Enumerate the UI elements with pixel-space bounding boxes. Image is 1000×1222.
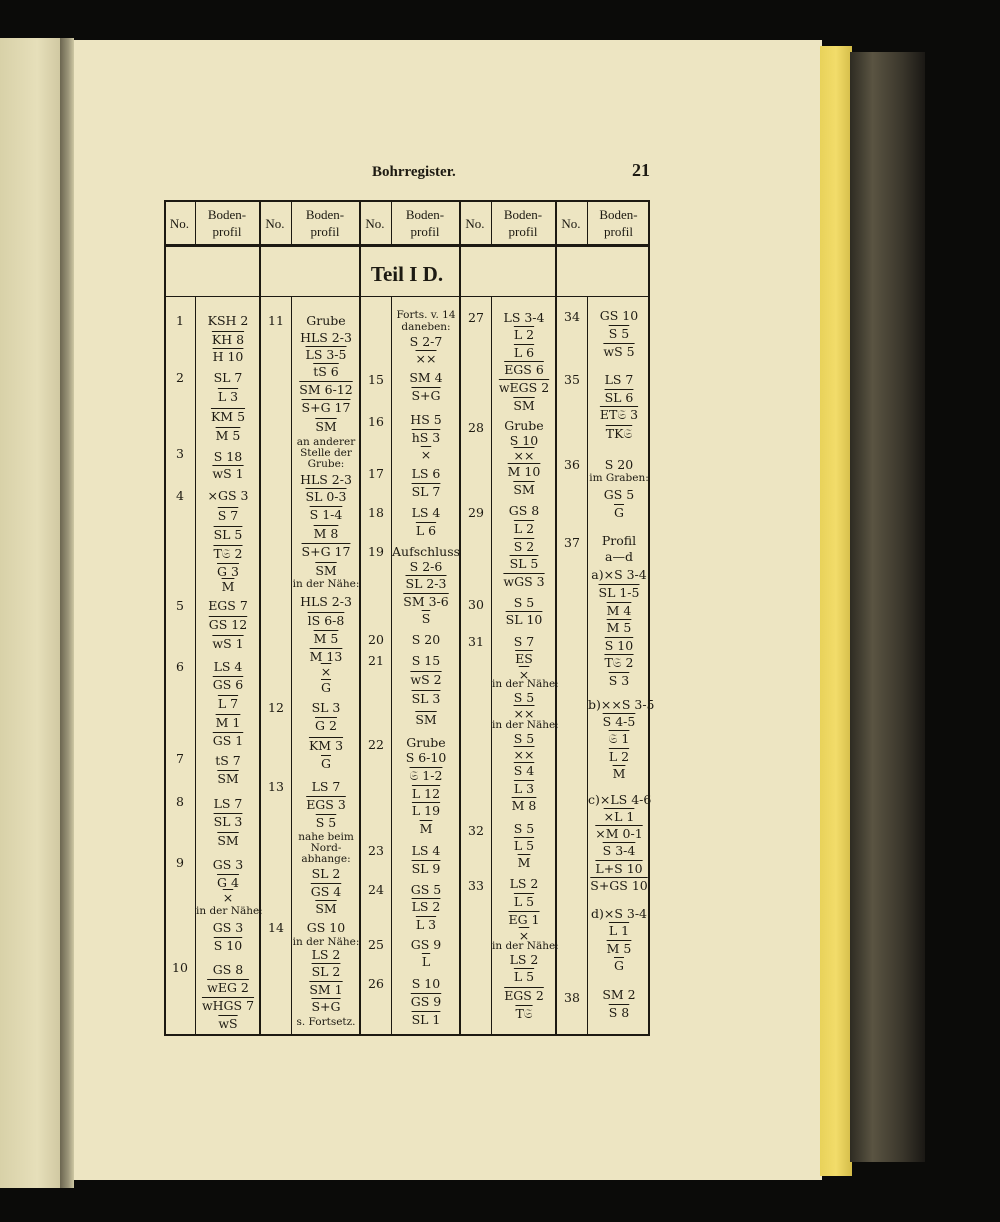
soil-profile-entry: SL 2-3 bbox=[405, 576, 447, 591]
soil-profile-entry: S+G 17 bbox=[301, 544, 351, 559]
soil-profile-entry: wS 1 bbox=[212, 466, 244, 481]
soil-profile-entry: HLS 2-3 bbox=[300, 472, 352, 487]
soil-profile-entry: KH 8 bbox=[211, 332, 245, 347]
soil-profile-entry: LS 3-4 bbox=[503, 310, 545, 325]
column-rule bbox=[195, 200, 196, 246]
soil-profile-entry: M 8 bbox=[313, 526, 339, 541]
boring-number: 15 bbox=[368, 372, 384, 387]
soil-profile-entry: SL 7 bbox=[213, 370, 243, 385]
soil-profile-entry: tS 6 bbox=[313, 364, 339, 379]
boring-number: 24 bbox=[368, 882, 384, 897]
boring-number: 36 bbox=[564, 457, 580, 472]
soil-profile-entry: × bbox=[420, 447, 432, 462]
soil-profile-entry: S 20 bbox=[411, 632, 441, 647]
soil-profile-entry: M 5 bbox=[215, 428, 241, 443]
soil-profile-entry: HLS 2-3 bbox=[300, 330, 352, 345]
soil-profile-entry: $\overline{G}$ bbox=[614, 505, 624, 520]
boring-number: 31 bbox=[468, 634, 484, 649]
soil-profile-entry: L 5 bbox=[513, 969, 535, 984]
soil-profile-entry: S+G bbox=[411, 388, 441, 403]
soil-profile-entry: GS 8 bbox=[212, 962, 244, 977]
soil-profile-entry: Aufschluss bbox=[392, 544, 461, 559]
soil-profile-entry: $\overline{SM}$ bbox=[315, 563, 337, 578]
soil-profile-entry: SM 4 bbox=[409, 370, 443, 385]
soil-profile-entry: S 18 bbox=[213, 449, 243, 464]
soil-profile-entry: SL 5 bbox=[509, 556, 539, 571]
soil-profile-entry: SL 2 bbox=[311, 866, 341, 881]
soil-profile-entry: × bbox=[222, 890, 234, 905]
soil-profile-entry: $\overline{wS}$ bbox=[218, 1016, 238, 1031]
profile-note: in der Nähe: bbox=[492, 940, 559, 952]
soil-profile-entry: $\overline{M}$ bbox=[221, 579, 235, 594]
soil-profile-entry: GS 9 bbox=[410, 937, 442, 952]
soil-profile-entry: L 2 bbox=[513, 521, 535, 536]
boring-number: 4 bbox=[176, 488, 184, 503]
soil-profile-entry: S 7 bbox=[513, 634, 535, 649]
page-edges bbox=[820, 46, 852, 1176]
soil-profile-entry: G 2 bbox=[315, 718, 337, 733]
soil-profile-entry: a—d bbox=[605, 549, 633, 564]
soil-profile-entry: $\overline{L}$ bbox=[421, 954, 431, 969]
soil-profile-entry: wEGS 2 bbox=[498, 380, 550, 395]
soil-profile-entry: GS 6 bbox=[212, 677, 244, 692]
boring-number: 12 bbox=[268, 700, 284, 715]
soil-profile-entry: L 2 bbox=[513, 327, 535, 342]
profile-note: Nord- bbox=[310, 842, 342, 854]
boring-number: 21 bbox=[368, 653, 384, 668]
soil-profile-entry: a)×S 3-4 bbox=[591, 567, 647, 582]
soil-profile-entry: EGS 7 bbox=[208, 598, 248, 613]
profile-note: in der Nähe: bbox=[492, 678, 559, 690]
soil-profile-entry: $\overline{SM}$ bbox=[513, 398, 535, 413]
header-boden-profil: Boden- profil bbox=[207, 207, 247, 239]
book-gutter bbox=[60, 38, 74, 1188]
soil-profile-entry: GS 4 bbox=[310, 884, 342, 899]
boring-number: 1 bbox=[176, 313, 184, 328]
soil-profile-entry: GS 12 bbox=[208, 617, 248, 632]
boring-number: 11 bbox=[268, 313, 284, 328]
header-no: No. bbox=[561, 215, 581, 231]
soil-profile-entry: S 3-4 bbox=[602, 843, 636, 858]
soil-profile-entry: LS 2 bbox=[509, 876, 539, 891]
soil-profile-entry: M 13 bbox=[309, 649, 343, 664]
soil-profile-entry: L 6 bbox=[513, 345, 535, 360]
soil-profile-entry: ×L 1 bbox=[603, 809, 635, 824]
running-title: Bohrregister. bbox=[372, 164, 456, 180]
soil-profile-entry: SL 1 bbox=[411, 1012, 441, 1027]
soil-profile-entry: GS 3 bbox=[212, 857, 244, 872]
section-title: Teil I D. bbox=[370, 262, 444, 286]
soil-profile-entry: KM 5 bbox=[210, 409, 246, 424]
boring-number: 38 bbox=[564, 990, 580, 1005]
section-rule bbox=[164, 296, 650, 297]
header-no: No. bbox=[265, 215, 285, 231]
table-header bbox=[164, 200, 650, 246]
soil-profile-entry: 𝔖 1-2 bbox=[409, 768, 443, 783]
soil-profile-entry: ×M 0-1 bbox=[595, 826, 643, 841]
soil-profile-entry: ×× bbox=[415, 351, 437, 366]
boring-number: 9 bbox=[176, 855, 184, 870]
soil-profile-entry: S 5 bbox=[608, 326, 630, 341]
soil-profile-entry: SL 5 bbox=[213, 527, 243, 542]
soil-profile-entry: GS 10 bbox=[306, 920, 346, 935]
soil-profile-entry: S 20 bbox=[604, 457, 634, 472]
soil-profile-entry: S+G 17 bbox=[301, 400, 351, 415]
soil-profile-entry: lS 6-8 bbox=[307, 613, 345, 628]
soil-profile-entry: SL 9 bbox=[411, 861, 441, 876]
soil-profile-entry: S 10 bbox=[411, 976, 441, 991]
soil-profile-entry: L 1 bbox=[608, 923, 630, 938]
boring-number: 16 bbox=[368, 414, 384, 429]
soil-profile-entry: × bbox=[518, 928, 530, 943]
book-cover-edge bbox=[850, 52, 925, 1162]
boring-number: 5 bbox=[176, 598, 184, 613]
soil-profile-entry: SL 7 bbox=[411, 484, 441, 499]
soil-profile-entry: S+G bbox=[311, 999, 341, 1014]
soil-profile-entry: d)×S 3-4 bbox=[590, 906, 648, 921]
soil-profile-entry: KM 3 bbox=[308, 738, 344, 753]
boring-number: 18 bbox=[368, 505, 384, 520]
soil-profile-entry: tS 7 bbox=[215, 753, 241, 768]
soil-profile-entry: S 4-5 bbox=[602, 714, 636, 729]
soil-profile-entry: LS 7 bbox=[311, 779, 341, 794]
soil-profile-entry: LS 7 bbox=[213, 796, 243, 811]
profile-note: an anderer bbox=[296, 436, 356, 448]
column-rule bbox=[391, 200, 392, 246]
soil-profile-entry: L 7 bbox=[217, 696, 239, 711]
profile-note: in der Nähe: bbox=[292, 936, 360, 948]
profile-note: Forts. v. 14 bbox=[396, 309, 456, 321]
boring-number: 6 bbox=[176, 659, 184, 674]
soil-profile-entry: M 8 bbox=[511, 798, 537, 813]
soil-profile-entry: × bbox=[518, 667, 530, 682]
soil-profile-entry: S 5 bbox=[513, 595, 535, 610]
profile-note: im Graben: bbox=[589, 472, 649, 484]
header-rule bbox=[164, 244, 650, 247]
soil-profile-entry: wGS 3 bbox=[503, 574, 545, 589]
soil-profile-entry: S+GS 10 bbox=[590, 878, 648, 893]
soil-profile-entry: SL 6 bbox=[604, 390, 634, 405]
soil-profile-entry: LS 2 bbox=[411, 899, 441, 914]
soil-profile-entry: $\overline{M}$ bbox=[517, 855, 531, 870]
soil-profile-entry: ×× bbox=[513, 706, 535, 721]
soil-profile-entry: T𝔖 2 bbox=[604, 655, 634, 670]
soil-profile-entry: ×GS 3 bbox=[207, 488, 249, 503]
soil-profile-entry: EG 1 bbox=[508, 912, 540, 927]
soil-profile-entry: SM 6-12 bbox=[299, 382, 353, 397]
soil-profile-entry: LS 6 bbox=[411, 466, 441, 481]
soil-profile-entry: GS 3 bbox=[212, 920, 244, 935]
soil-profile-entry: T𝔖 2 bbox=[213, 546, 243, 561]
profile-note: in der Nähe: bbox=[196, 905, 263, 917]
soil-profile-entry: L 19 bbox=[411, 803, 441, 818]
soil-profile-entry: $\overline{M}$ bbox=[612, 766, 626, 781]
soil-profile-entry: T𝔖 bbox=[515, 1006, 533, 1021]
soil-profile-entry: SL 3 bbox=[411, 691, 441, 706]
soil-profile-entry: G 3 bbox=[217, 564, 239, 579]
soil-profile-entry: EGS 2 bbox=[504, 988, 544, 1003]
soil-profile-entry: Profil bbox=[601, 533, 637, 548]
soil-profile-entry: TK𝔖 bbox=[605, 426, 633, 441]
soil-profile-entry: c)×LS 4-6 bbox=[588, 792, 652, 807]
header-no: No. bbox=[465, 215, 485, 231]
soil-profile-entry: wS 2 bbox=[410, 672, 442, 687]
soil-profile-entry: EGS 6 bbox=[504, 362, 544, 377]
boring-number: 7 bbox=[176, 751, 184, 766]
soil-profile-entry: SL 3 bbox=[213, 814, 243, 829]
soil-profile-entry: H 10 bbox=[212, 349, 244, 364]
soil-profile-entry: $\overline{SM}$ bbox=[513, 482, 535, 497]
soil-profile-entry: S 5 bbox=[513, 690, 535, 705]
profile-note: nahe beim bbox=[298, 831, 354, 843]
soil-profile-entry: 𝔖 1 bbox=[608, 731, 630, 746]
soil-profile-entry: × bbox=[320, 664, 332, 679]
soil-profile-entry: Grube bbox=[306, 313, 346, 328]
profile-note: in der Nähe: bbox=[292, 578, 360, 590]
soil-profile-entry: S 10 bbox=[604, 638, 634, 653]
soil-profile-entry: S 5 bbox=[513, 821, 535, 836]
soil-profile-entry: S 7 bbox=[217, 508, 239, 523]
soil-profile-entry: S 6-10 bbox=[405, 750, 447, 765]
left-page-edge bbox=[0, 38, 62, 1188]
soil-profile-entry: LS 2 bbox=[509, 952, 539, 967]
soil-profile-entry: LS 7 bbox=[604, 372, 634, 387]
boring-number: 32 bbox=[468, 823, 484, 838]
header-no: No. bbox=[169, 215, 190, 231]
soil-profile-entry: S 1-4 bbox=[309, 507, 343, 522]
soil-profile-entry: S 3 bbox=[608, 673, 630, 688]
soil-profile-entry: L 3 bbox=[217, 389, 239, 404]
boring-number: 19 bbox=[368, 544, 384, 559]
soil-profile-entry: b)××S 3-5 bbox=[588, 697, 655, 712]
soil-profile-entry: wS 1 bbox=[212, 636, 244, 651]
soil-profile-entry: $\overline{G}$ bbox=[321, 680, 331, 695]
boring-number: 3 bbox=[176, 446, 184, 461]
page-number: 21 bbox=[632, 160, 650, 180]
soil-profile-entry: L 3 bbox=[415, 917, 437, 932]
soil-profile-entry: L+S 10 bbox=[595, 861, 643, 876]
soil-profile-entry: M 5 bbox=[313, 631, 339, 646]
soil-profile-entry: SL 0-3 bbox=[305, 489, 347, 504]
soil-profile-entry: L 5 bbox=[513, 838, 535, 853]
header-boden-profil: Boden- profil bbox=[599, 207, 638, 239]
soil-profile-entry: S 2-6 bbox=[409, 559, 443, 574]
soil-profile-entry: GS 9 bbox=[410, 994, 442, 1009]
soil-profile-entry: S 4 bbox=[513, 763, 535, 778]
soil-profile-entry: LS 4 bbox=[411, 505, 441, 520]
soil-profile-entry: M 5 bbox=[606, 941, 632, 956]
soil-profile-entry: ×× bbox=[513, 747, 535, 762]
column-rule bbox=[291, 200, 292, 246]
boring-number: 20 bbox=[368, 632, 384, 647]
soil-profile-entry: L 5 bbox=[513, 894, 535, 909]
soil-profile-entry: $\overline{SM}$ bbox=[315, 901, 337, 916]
soil-profile-entry: GS 5 bbox=[603, 487, 635, 502]
soil-profile-entry: M 5 bbox=[606, 620, 632, 635]
soil-profile-entry: wHGS 7 bbox=[201, 998, 255, 1013]
header-boden-profil: Boden- profil bbox=[503, 207, 543, 239]
soil-profile-entry: SL 1-5 bbox=[598, 585, 640, 600]
soil-profile-entry: Grube bbox=[406, 735, 446, 750]
soil-profile-entry: Grube bbox=[504, 418, 544, 433]
boring-number: 27 bbox=[468, 310, 484, 325]
soil-profile-entry: $\overline{G}$ bbox=[321, 756, 331, 771]
soil-profile-entry: $\overline{M}$ bbox=[419, 821, 433, 836]
soil-profile-entry: GS 5 bbox=[410, 882, 442, 897]
boring-number: 29 bbox=[468, 505, 484, 520]
soil-profile-entry: hS 3 bbox=[411, 430, 441, 445]
boring-number: 25 bbox=[368, 937, 384, 952]
soil-profile-entry: S 10 bbox=[509, 433, 539, 448]
soil-profile-entry: SL 10 bbox=[505, 612, 543, 627]
boring-number: 33 bbox=[468, 878, 484, 893]
boring-number: 8 bbox=[176, 794, 184, 809]
soil-profile-entry: $\overline{S}$ bbox=[421, 611, 431, 626]
soil-profile-entry: wS 5 bbox=[603, 344, 635, 359]
soil-profile-entry: M 4 bbox=[606, 603, 632, 618]
soil-profile-entry: L 12 bbox=[411, 786, 441, 801]
header-no: No. bbox=[365, 215, 385, 231]
boring-number: 28 bbox=[468, 420, 484, 435]
boring-number: 13 bbox=[268, 779, 284, 794]
soil-profile-entry: S 5 bbox=[513, 731, 535, 746]
soil-profile-entry: GS 1 bbox=[212, 733, 244, 748]
soil-profile-entry: L 6 bbox=[415, 523, 437, 538]
boring-number: 17 bbox=[368, 466, 384, 481]
soil-profile-entry: EGS 3 bbox=[306, 797, 346, 812]
column-rule bbox=[587, 200, 588, 246]
soil-profile-entry: $\overline{ES}$ bbox=[515, 651, 533, 666]
soil-profile-entry: $\overline{SM}$ bbox=[315, 419, 337, 434]
soil-profile-entry: G 4 bbox=[217, 875, 239, 890]
boring-number: 10 bbox=[172, 960, 188, 975]
soil-profile-entry: LS 4 bbox=[213, 659, 243, 674]
soil-profile-entry: $\overline{SM}$ bbox=[415, 712, 437, 727]
soil-profile-entry: LS 3-5 bbox=[305, 347, 347, 362]
soil-profile-entry: M 10 bbox=[507, 464, 541, 479]
profile-note: Grube: bbox=[307, 458, 345, 470]
boring-number: 30 bbox=[468, 597, 484, 612]
soil-profile-entry: wEG 2 bbox=[207, 980, 249, 995]
soil-profile-entry: LS 4 bbox=[411, 843, 441, 858]
profile-note: abhange: bbox=[301, 853, 351, 865]
soil-profile-entry: S 10 bbox=[213, 938, 243, 953]
soil-profile-entry: SL 2 bbox=[311, 964, 341, 979]
soil-profile-entry: L 2 bbox=[608, 749, 630, 764]
column-rule bbox=[491, 200, 492, 246]
soil-profile-entry: HLS 2-3 bbox=[300, 594, 352, 609]
soil-profile-entry: S 2 bbox=[513, 539, 535, 554]
soil-profile-entry: $\overline{G}$ bbox=[614, 958, 624, 973]
soil-profile-entry: L 3 bbox=[513, 781, 535, 796]
soil-profile-entry: GS 8 bbox=[508, 503, 540, 518]
soil-profile-entry: S 15 bbox=[411, 653, 441, 668]
boring-number: 26 bbox=[368, 976, 384, 991]
boring-number: 34 bbox=[564, 309, 580, 324]
soil-profile-entry: SM 3-6 bbox=[403, 594, 449, 609]
boring-number: 22 bbox=[368, 737, 384, 752]
boring-number: 37 bbox=[564, 535, 580, 550]
profile-note: s. Fortsetz. bbox=[296, 1016, 356, 1028]
soil-profile-entry: S 8 bbox=[608, 1005, 630, 1020]
soil-profile-entry: SM 1 bbox=[309, 982, 343, 997]
soil-profile-entry: KSH 2 bbox=[207, 313, 249, 328]
boring-number: 14 bbox=[268, 920, 284, 935]
soil-profile-entry: SL 3 bbox=[311, 700, 341, 715]
header-boden-profil: Boden- profil bbox=[305, 207, 345, 239]
soil-profile-entry: SM 2 bbox=[602, 987, 636, 1002]
soil-profile-entry: ET𝔖 3 bbox=[599, 407, 639, 422]
profile-note: in der Nähe: bbox=[492, 719, 559, 731]
soil-profile-entry: ×× bbox=[513, 448, 535, 463]
boring-number: 35 bbox=[564, 372, 580, 387]
soil-profile-entry: GS 10 bbox=[599, 308, 639, 323]
soil-profile-entry: M 1 bbox=[215, 715, 241, 730]
header-boden-profil: Boden- profil bbox=[405, 207, 445, 239]
soil-profile-entry: $\overline{SM}$ bbox=[217, 771, 239, 786]
boring-number: 23 bbox=[368, 843, 384, 858]
soil-profile-entry: HS 5 bbox=[410, 412, 442, 427]
soil-profile-entry: S 2-7 bbox=[409, 334, 443, 349]
profile-note: Stelle der bbox=[300, 447, 352, 459]
soil-profile-entry: S 5 bbox=[315, 815, 337, 830]
soil-profile-entry: $\overline{SM}$ bbox=[217, 833, 239, 848]
boring-number: 2 bbox=[176, 370, 184, 385]
profile-note: daneben: bbox=[401, 321, 451, 333]
soil-profile-entry: LS 2 bbox=[311, 947, 341, 962]
